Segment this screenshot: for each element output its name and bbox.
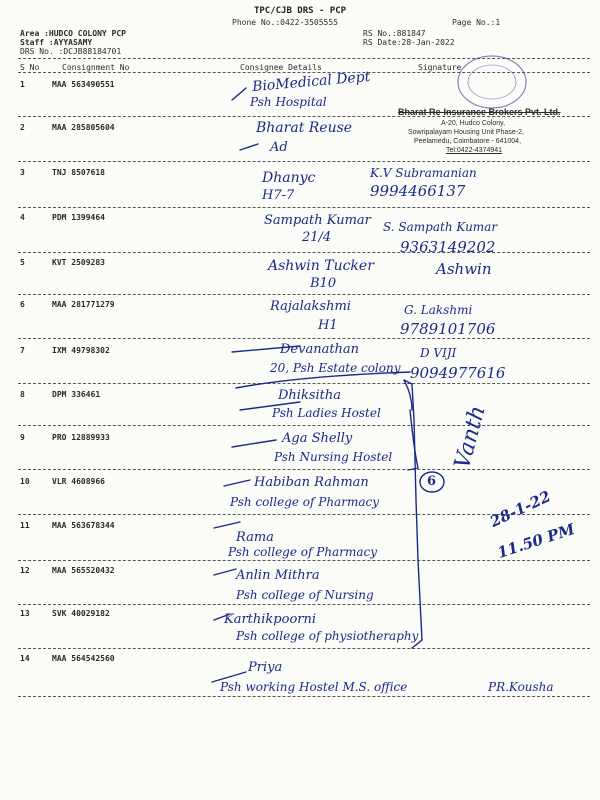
row-consignment: MAA 281771279 bbox=[52, 300, 115, 309]
consignee-address: H1 bbox=[318, 318, 338, 333]
row-sno: 3 bbox=[20, 168, 25, 177]
consignee-address: Psh working Hostel M.S. office bbox=[220, 680, 408, 694]
row-consignment: IXM 49798302 bbox=[52, 346, 110, 355]
row-consignment: MAA 565520432 bbox=[52, 566, 115, 575]
consignee-address: 20, Psh Estate colony bbox=[270, 361, 401, 375]
row-sno: 13 bbox=[20, 609, 30, 618]
stamp-phone: Tel:0422-4374941 bbox=[446, 147, 503, 154]
consignee-name: Devanathan bbox=[280, 342, 360, 357]
consignee-address: Ad bbox=[270, 140, 288, 155]
consignee-name: Rajalakshmi bbox=[270, 299, 351, 314]
consignee-name: Karthikpoorni bbox=[224, 612, 317, 627]
consignee-address: Psh Nursing Hostel bbox=[274, 450, 393, 464]
col-sno: S No bbox=[20, 63, 40, 72]
circled-count: 6 bbox=[427, 474, 437, 489]
consignee-name: Aga Shelly bbox=[282, 431, 353, 446]
row-consignment: MAA 563678344 bbox=[52, 521, 115, 530]
consignee-address: Psh college of Nursing bbox=[236, 588, 374, 602]
receiver-phone: 9363149202 bbox=[400, 238, 496, 256]
consignee-name: Habiban Rahman bbox=[254, 475, 369, 490]
row-consignment: TNJ 8507618 bbox=[52, 168, 105, 177]
delivery-date: 28-1-22 bbox=[487, 487, 554, 531]
row-sno: 9 bbox=[20, 433, 25, 442]
delivery-signature: Vanth bbox=[450, 403, 491, 472]
row-sno: 14 bbox=[20, 654, 30, 663]
ink-stroke bbox=[240, 144, 258, 150]
row-sno: 2 bbox=[20, 123, 25, 132]
receiver-name: G. Lakshmi bbox=[404, 303, 473, 317]
consignee-name: Rama bbox=[236, 530, 274, 545]
col-consignment: Consignment No bbox=[62, 63, 130, 72]
row-consignment: KVT 2509283 bbox=[52, 258, 105, 267]
document-title: TPC/CJB DRS - PCP bbox=[253, 6, 347, 16]
row-sno: 7 bbox=[20, 346, 25, 355]
row-sno: 5 bbox=[20, 258, 25, 267]
row-consignment: PRO 12889933 bbox=[52, 433, 110, 442]
consignee-name: Bharat Reuse bbox=[256, 120, 353, 136]
ink-stroke bbox=[214, 569, 236, 575]
brace-stroke bbox=[404, 380, 412, 410]
receiver-name: D VIJI bbox=[420, 346, 457, 360]
row-divider bbox=[18, 161, 590, 162]
staff-label: Staff :AYYASAMY bbox=[20, 38, 93, 47]
consignee-name: Dhanyc bbox=[262, 170, 316, 186]
row-divider bbox=[18, 696, 590, 697]
col-signature: Signature bbox=[418, 63, 462, 72]
consignee-name: Sampath Kumar bbox=[264, 213, 371, 228]
consignee-address: Psh Ladies Hostel bbox=[272, 406, 381, 420]
row-divider bbox=[18, 469, 590, 470]
drs-number: DRS No. :DCJB88184701 bbox=[20, 47, 122, 56]
row-consignment: MAA 564542560 bbox=[52, 654, 115, 663]
stamp-company: Bharat Re-Insurance Brokers Pvt. Ltd. bbox=[398, 107, 561, 117]
rs-date: RS Date:28-Jan-2022 bbox=[363, 38, 455, 47]
row-consignment: VLR 4608966 bbox=[52, 477, 105, 486]
row-divider bbox=[18, 294, 590, 295]
consignee-name: Priya bbox=[248, 660, 283, 675]
stamp-address-3: Peelamedu, Coimbatore - 641004, bbox=[414, 138, 522, 145]
row-sno: 8 bbox=[20, 390, 25, 399]
phone-number: Phone No.:0422-3505555 bbox=[232, 18, 338, 27]
row-divider bbox=[18, 383, 590, 384]
row-divider bbox=[18, 207, 590, 208]
row-sno: 1 bbox=[20, 80, 25, 89]
consignee-address: Psh Hospital bbox=[250, 95, 327, 109]
receiver-name: PR.Kousha bbox=[488, 680, 554, 694]
brace-stroke bbox=[408, 410, 418, 470]
consignee-address: Psh college of Pharmacy bbox=[228, 545, 377, 559]
consignee-address: Psh college of Pharmacy bbox=[230, 495, 379, 509]
ink-stroke bbox=[214, 522, 240, 528]
ink-stroke bbox=[232, 88, 246, 100]
row-consignment: DPM 336461 bbox=[52, 390, 101, 399]
row-consignment: MAA 563490551 bbox=[52, 80, 115, 89]
receiver-phone: 9994466137 bbox=[370, 182, 466, 200]
row-sno: 4 bbox=[20, 213, 25, 222]
consignee-address: H7-7 bbox=[262, 188, 295, 203]
row-divider bbox=[18, 604, 590, 605]
row-divider bbox=[18, 338, 590, 339]
row-divider bbox=[18, 648, 590, 649]
consignee-address: Psh college of physiotheraphy bbox=[236, 629, 419, 643]
rs-number: RS No.:881847 bbox=[363, 29, 426, 38]
row-divider bbox=[18, 252, 590, 253]
row-consignment: MAA 285805604 bbox=[52, 123, 115, 132]
header-rule-top bbox=[18, 58, 590, 59]
consignee-address: B10 bbox=[310, 276, 337, 291]
receiver-name: K.V Subramanian bbox=[370, 166, 477, 180]
stamp-address-1: A-20, Hudco Colony, bbox=[441, 120, 506, 127]
ink-stroke bbox=[232, 440, 276, 447]
consignee-name: Anlin Mithra bbox=[236, 568, 320, 583]
consignee-name: Dhiksitha bbox=[278, 388, 342, 403]
col-consignee: Consignee Details bbox=[240, 63, 322, 72]
row-sno: 10 bbox=[20, 477, 30, 486]
row-divider bbox=[18, 425, 590, 426]
row-sno: 11 bbox=[20, 521, 30, 530]
row-consignment: SVK 40029182 bbox=[52, 609, 110, 618]
row-sno: 12 bbox=[20, 566, 30, 575]
area-label: Area :HUDCO COLONY PCP bbox=[20, 29, 126, 38]
row-sno: 6 bbox=[20, 300, 25, 309]
page-number: Page No.:1 bbox=[452, 18, 501, 27]
header-rule-bottom bbox=[18, 72, 590, 73]
receiver-name: S. Sampath Kumar bbox=[383, 220, 498, 234]
row-consignment: PDM 1399464 bbox=[52, 213, 105, 222]
receiver-phone: 9789101706 bbox=[400, 320, 496, 338]
receiver-signature: Ashwin bbox=[436, 260, 492, 278]
delivery-time: 11.50 PM bbox=[495, 520, 577, 562]
consignee-name: BioMedical Dept bbox=[251, 68, 371, 96]
ink-stroke bbox=[224, 480, 250, 486]
receiver-phone: 9094977616 bbox=[410, 364, 506, 382]
consignee-name: Ashwin Tucker bbox=[268, 258, 374, 274]
stamp-address-2: Sowripalayam Housing Unit Phase-2, bbox=[408, 129, 524, 136]
consignee-address: 21/4 bbox=[302, 230, 332, 245]
